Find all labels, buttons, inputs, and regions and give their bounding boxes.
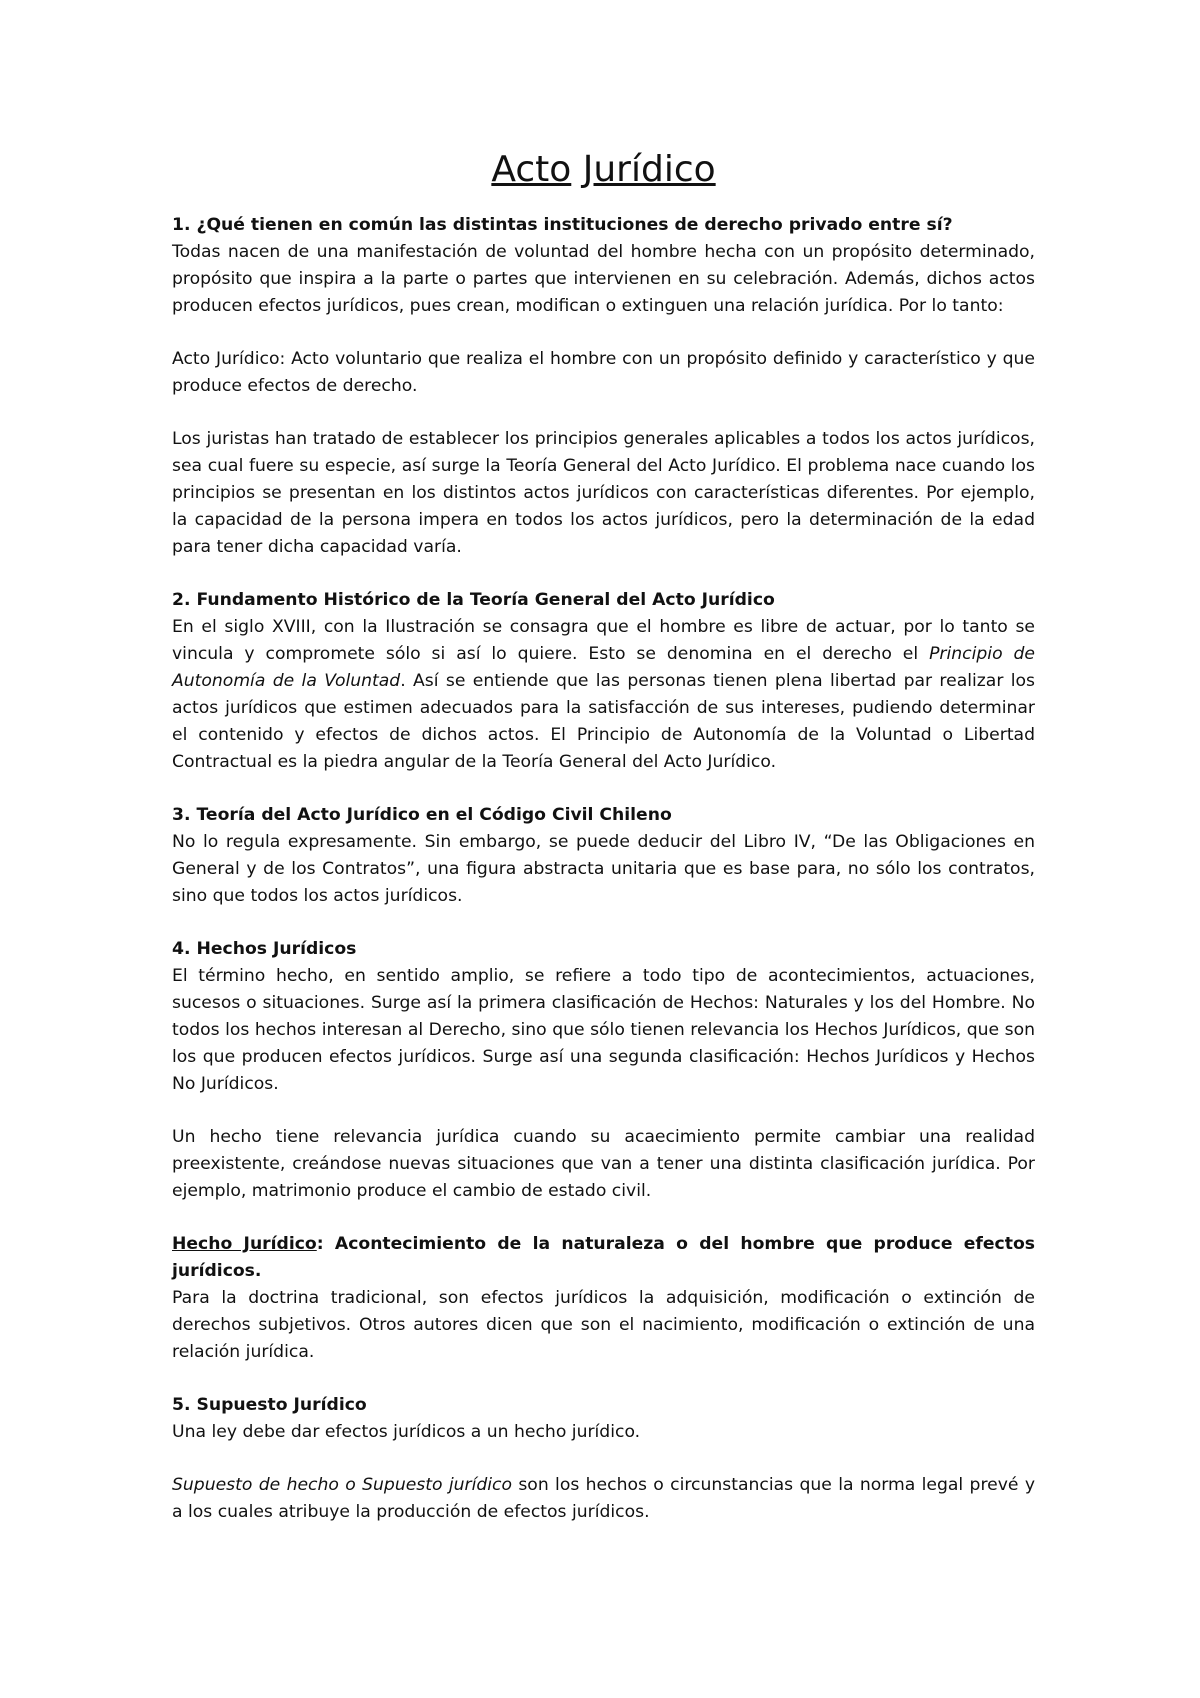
section-5-heading: 5. Supuesto Jurídico xyxy=(172,1395,367,1415)
section-2-italic-term: Principio de Autonomía de la Voluntad xyxy=(172,644,1035,691)
section-3 xyxy=(172,802,1035,910)
section-1-paragraph-2: Acto Jurídico: Acto voluntario que realiza el hombre con un propósito definido y característico y que produce efectos de derecho. xyxy=(172,349,1035,396)
definition-term: Hecho Jurídico xyxy=(172,1234,317,1254)
section-4-paragraph-1: El término hecho, en sentido amplio, se refiere a todo tipo de acontecimientos, actuaciones, sucesos o situaciones. Surge así la primera clasificación de Hechos: Naturales y los del Hombre. No todos los hechos interesan al Derecho, sino que sólo tienen relevancia los Hechos Jurídicos, que son los que producen efectos jurídicos. Surge así una segunda clasificación: Hechos Jurídicos y Hechos No Jurídicos. xyxy=(172,966,1035,1094)
section-4-heading: 4. Hechos Jurídicos xyxy=(172,939,357,959)
section-4-definition xyxy=(172,1231,1035,1366)
section-5-text: son los hechos o circunstancias que la norma legal prevé y a los cuales atribuye la producción de efectos jurídicos. xyxy=(172,1475,1035,1522)
section-2-text-b: . Así se entiende que las personas tienen plena libertad par realizar los actos jurídicos que estimen adecuados para la satisfacción de sus intereses, pudiendo determinar el contenido y efectos de dichos actos. El Principio de Autonomía de la Voluntad o Libertad Contractual es la piedra angular de la Teoría General del Acto Jurídico. xyxy=(172,671,1035,772)
section-4-paragraph-2: Un hecho tiene relevancia jurídica cuando su acaecimiento permite cambiar una realidad preexistente, creándose nuevas situaciones que van a tener una distinta clasificación jurídica. Por ejemplo, matrimonio produce el cambio de estado civil. xyxy=(172,1127,1035,1201)
section-2 xyxy=(172,587,1035,776)
definition-text: : Acontecimiento de la naturaleza o del hombre que produce efectos jurídicos. xyxy=(172,1234,1036,1281)
section-3-paragraph-1: No lo regula expresamente. Sin embargo, se puede deducir del Libro IV, “De las Obligaciones en General y de los Contratos”, una figura abstracta unitaria que es base para, no sólo los contratos, sino que todos los actos jurídicos. xyxy=(172,832,1035,906)
section-2-text-a: En el siglo XVIII, con la Ilustración se consagra que el hombre es libre de actuar, por lo tanto se vincula y compromete sólo si así lo quiere. Esto se denomina en el derecho el xyxy=(172,617,1035,664)
section-2-heading: 2. Fundamento Histórico de la Teoría General del Acto Jurídico xyxy=(172,590,775,610)
section-5 xyxy=(172,1392,1035,1446)
section-5-italic-term: Supuesto de hecho o Supuesto jurídico xyxy=(172,1475,512,1495)
page-title xyxy=(172,146,1035,194)
section-5-paragraph-1: Una ley debe dar efectos jurídicos a un hecho jurídico. xyxy=(172,1422,641,1442)
section-3-heading: 3. Teoría del Acto Jurídico en el Código Civil Chileno xyxy=(172,805,672,825)
section-1 xyxy=(172,212,1035,320)
section-4-paragraph-3: Para la doctrina tradicional, son efectos jurídicos la adquisición, modificación o extinción de derechos subjetivos. Otros autores dicen que son el nacimiento, modificación o extinción de una relación jurídica. xyxy=(172,1288,1035,1362)
title-word-2: Jurídico xyxy=(582,149,716,190)
title-word-1: Acto xyxy=(491,149,572,190)
section-1-heading: 1. ¿Qué tienen en común las distintas instituciones de derecho privado entre sí? xyxy=(172,215,953,235)
section-4 xyxy=(172,936,1035,1098)
section-1-paragraph-3: Los juristas han tratado de establecer los principios generales aplicables a todos los actos jurídicos, sea cual fuere su especie, así surge la Teoría General del Acto Jurídico. El problema nace cuando los principios se presentan en los distintos actos jurídicos con características diferentes. Por ejemplo, la capacidad de la persona impera en todos los actos jurídicos, pero la determinación de la edad para tener dicha capacidad varía. xyxy=(172,429,1035,557)
section-5-paragraph-2 xyxy=(172,1472,1035,1526)
section-1-paragraph-1: Todas nacen de una manifestación de voluntad del hombre hecha con un propósito determinado, propósito que inspira a la parte o partes que intervienen en su celebración. Además, dichos actos producen efectos jurídicos, pues crean, modifican o extinguen una relación jurídica. Por lo tanto: xyxy=(172,242,1035,316)
